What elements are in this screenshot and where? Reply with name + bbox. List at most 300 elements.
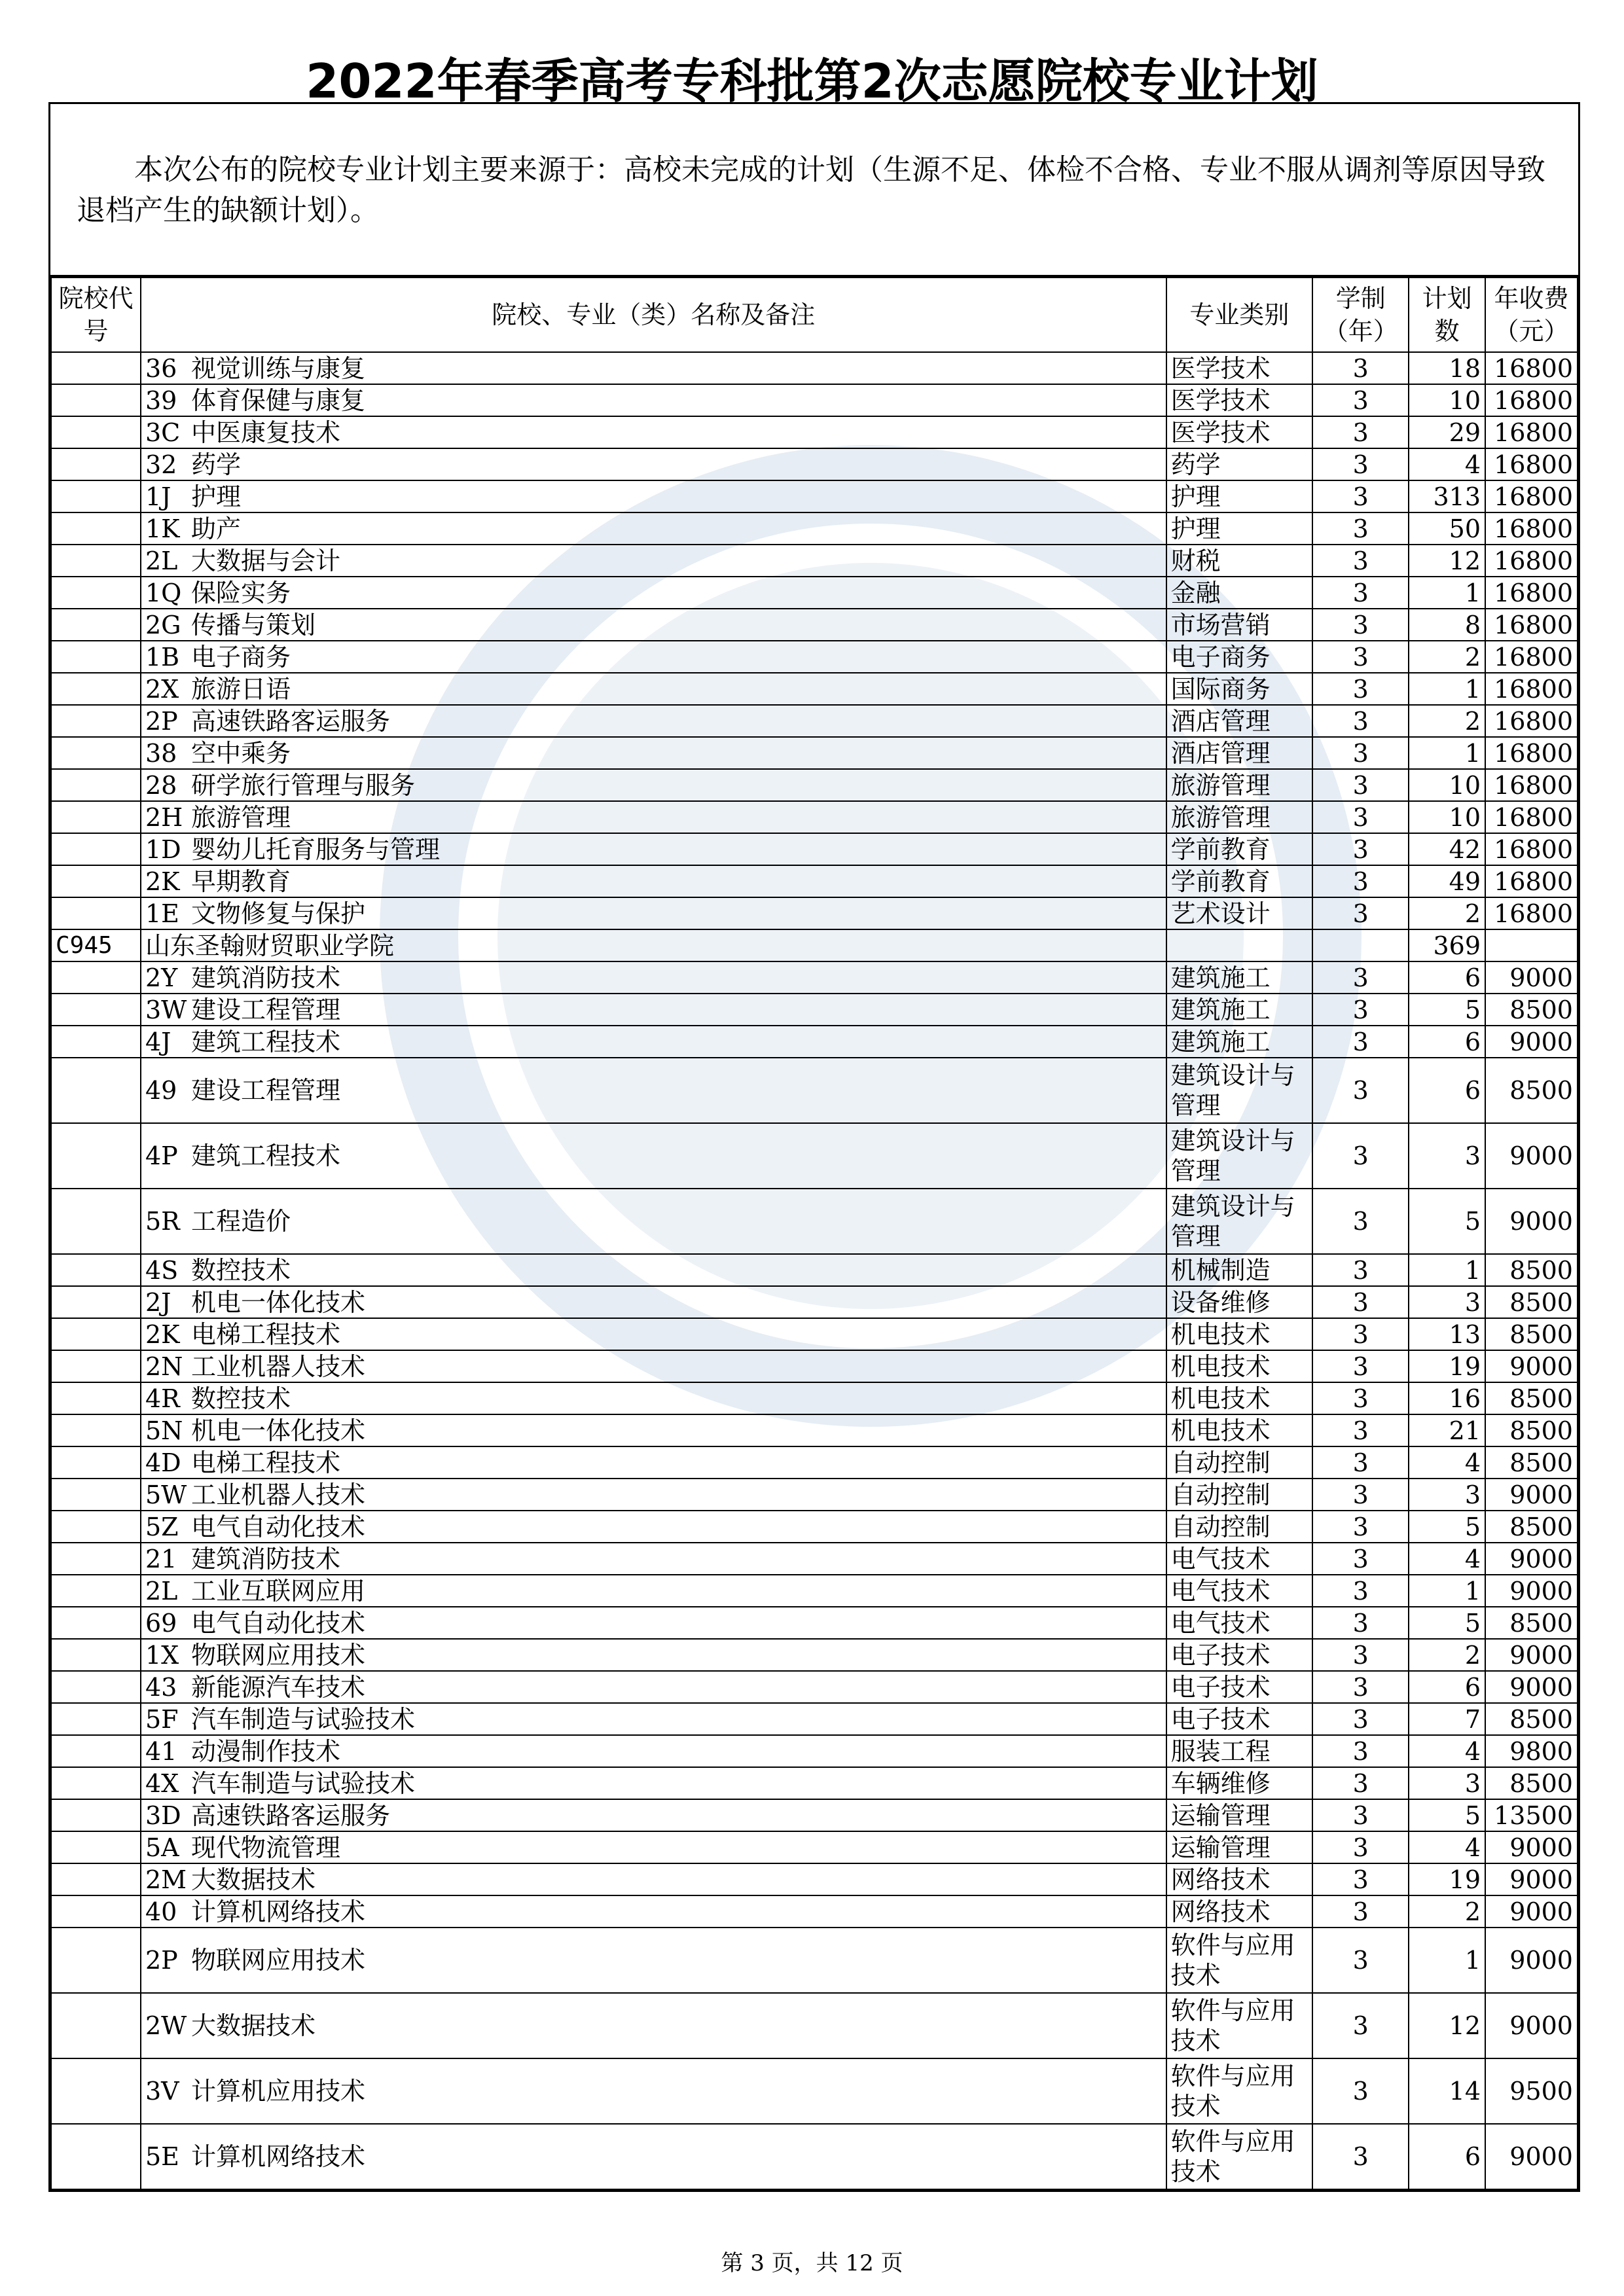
fee-cell: 16800 — [1485, 737, 1578, 769]
table-row — [51, 1993, 1578, 2058]
years-cell: 3 — [1312, 1286, 1409, 1318]
school-code-cell — [51, 1895, 141, 1928]
major-code: 2G — [145, 610, 181, 639]
fee-cell: 9000 — [1485, 1895, 1578, 1928]
major-code: 1X — [145, 1640, 179, 1670]
major-name: 电气自动化技术 — [190, 1512, 365, 1541]
table-row — [51, 801, 1578, 833]
years-cell: 3 — [1312, 1639, 1409, 1671]
major-code: 2H — [145, 802, 183, 832]
major-name: 工业互联网应用 — [190, 1576, 365, 1605]
major-name-cell — [141, 1543, 1166, 1575]
years-cell: 3 — [1312, 1671, 1409, 1703]
school-code-cell: C945 — [51, 929, 141, 961]
category-cell: 酒店管理 — [1166, 737, 1313, 769]
intro-paragraph — [50, 104, 1578, 277]
school-code-cell — [51, 545, 141, 577]
major-name: 电梯工程技术 — [190, 1448, 340, 1477]
major-name: 建筑工程技术 — [190, 1027, 340, 1056]
plan-count-cell: 4 — [1409, 1735, 1485, 1767]
category-cell: 艺术设计 — [1166, 897, 1313, 929]
table-row — [51, 512, 1578, 545]
major-name-cell — [141, 673, 1166, 705]
major-code: 38 — [145, 738, 177, 768]
plan-count-cell: 49 — [1409, 865, 1485, 897]
major-code: 49 — [145, 1076, 177, 1105]
years-cell: 3 — [1312, 1446, 1409, 1479]
category-cell: 运输管理 — [1166, 1799, 1313, 1831]
school-code-cell — [51, 1543, 141, 1575]
major-name-cell — [141, 448, 1166, 480]
table-row — [51, 1831, 1578, 1863]
years-cell: 3 — [1312, 1254, 1409, 1286]
table-row — [51, 673, 1578, 705]
major-name-cell — [141, 577, 1166, 609]
fee-cell: 8500 — [1485, 1414, 1578, 1446]
major-code: 32 — [145, 450, 177, 479]
table-row — [51, 545, 1578, 577]
major-name: 数控技术 — [190, 1255, 291, 1285]
years-cell: 3 — [1312, 2124, 1409, 2189]
table-row — [51, 577, 1578, 609]
category-cell: 旅游管理 — [1166, 769, 1313, 801]
fee-cell: 9000 — [1485, 1479, 1578, 1511]
category-cell: 酒店管理 — [1166, 705, 1313, 737]
category-cell — [1166, 929, 1313, 961]
category-cell: 机械制造 — [1166, 1254, 1313, 1286]
major-name: 电气自动化技术 — [190, 1608, 365, 1638]
major-code: 1K — [145, 514, 180, 543]
school-code-cell — [51, 897, 141, 929]
fee-cell: 8500 — [1485, 994, 1578, 1026]
major-code: 5A — [145, 1833, 179, 1862]
major-name: 电子商务 — [190, 642, 291, 672]
category-cell: 药学 — [1166, 448, 1313, 480]
fee-cell: 8500 — [1485, 1607, 1578, 1639]
major-name-cell — [141, 512, 1166, 545]
school-code-cell — [51, 641, 141, 673]
major-name-cell — [141, 1703, 1166, 1735]
table-row — [51, 416, 1578, 448]
major-name-cell — [141, 1799, 1166, 1831]
table-row — [51, 1254, 1578, 1286]
years-cell: 3 — [1312, 1863, 1409, 1895]
major-name: 文物修复与保护 — [190, 899, 365, 928]
major-name-cell — [141, 1123, 1166, 1189]
table-row — [51, 994, 1578, 1026]
years-cell: 3 — [1312, 1928, 1409, 1993]
category-cell: 建筑施工 — [1166, 1026, 1313, 1058]
fee-cell: 9000 — [1485, 1543, 1578, 1575]
plan-count-cell: 4 — [1409, 1543, 1485, 1575]
major-name: 体育保健与康复 — [190, 386, 365, 415]
school-code-cell — [51, 512, 141, 545]
major-code: 21 — [145, 1544, 177, 1573]
category-cell: 电子商务 — [1166, 641, 1313, 673]
major-name: 计算机应用技术 — [190, 2077, 365, 2106]
school-code-cell — [51, 1058, 141, 1123]
fee-cell: 16800 — [1485, 769, 1578, 801]
plan-count-cell: 4 — [1409, 448, 1485, 480]
school-code-cell — [51, 1286, 141, 1318]
plan-count-cell: 1 — [1409, 673, 1485, 705]
years-cell: 3 — [1312, 1735, 1409, 1767]
years-cell: 3 — [1312, 1318, 1409, 1350]
school-code-cell — [51, 577, 141, 609]
major-name-cell — [141, 769, 1166, 801]
major-code: 5R — [145, 1207, 180, 1236]
major-name-cell — [141, 897, 1166, 929]
table-row — [51, 1703, 1578, 1735]
major-name-cell — [141, 1446, 1166, 1479]
fee-cell: 16800 — [1485, 801, 1578, 833]
major-name-cell — [141, 737, 1166, 769]
plan-count-cell: 19 — [1409, 1350, 1485, 1382]
major-name: 机电一体化技术 — [190, 1416, 365, 1445]
table-row — [51, 609, 1578, 641]
table-row — [51, 641, 1578, 673]
category-cell: 医学技术 — [1166, 384, 1313, 416]
years-cell: 3 — [1312, 2058, 1409, 2124]
fee-cell: 16800 — [1485, 545, 1578, 577]
major-name-cell — [141, 801, 1166, 833]
major-name-cell — [141, 961, 1166, 994]
school-code-cell — [51, 1735, 141, 1767]
plan-count-cell: 3 — [1409, 1767, 1485, 1799]
plan-count-cell: 2 — [1409, 1639, 1485, 1671]
category-cell: 护理 — [1166, 512, 1313, 545]
table-row — [51, 448, 1578, 480]
years-cell: 3 — [1312, 1382, 1409, 1414]
school-code-cell — [51, 1479, 141, 1511]
school-code-cell — [51, 961, 141, 994]
major-name-cell — [141, 1254, 1166, 1286]
category-cell: 护理 — [1166, 480, 1313, 512]
major-name: 工程造价 — [190, 1207, 291, 1236]
fee-cell: 16800 — [1485, 897, 1578, 929]
school-code-cell — [51, 1799, 141, 1831]
major-name: 电梯工程技术 — [190, 1319, 340, 1349]
school-code-cell — [51, 2124, 141, 2189]
years-cell: 3 — [1312, 1831, 1409, 1863]
table-row — [51, 1058, 1578, 1123]
header-category: 专业类别 — [1166, 278, 1313, 352]
major-name-cell — [141, 1735, 1166, 1767]
major-name: 动漫制作技术 — [190, 1736, 340, 1766]
major-name: 高速铁路客运服务 — [190, 1801, 390, 1830]
major-name-cell — [141, 1382, 1166, 1414]
fee-cell: 8500 — [1485, 1058, 1578, 1123]
table-row — [51, 1414, 1578, 1446]
category-cell: 机电技术 — [1166, 1382, 1313, 1414]
plan-count-cell: 8 — [1409, 609, 1485, 641]
fee-cell: 9000 — [1485, 1993, 1578, 2058]
fee-cell: 8500 — [1485, 1318, 1578, 1350]
years-cell: 3 — [1312, 801, 1409, 833]
plan-count-cell: 7 — [1409, 1703, 1485, 1735]
category-cell: 财税 — [1166, 545, 1313, 577]
school-code-cell — [51, 1671, 141, 1703]
major-name-cell — [141, 1928, 1166, 1993]
years-cell: 3 — [1312, 1607, 1409, 1639]
years-cell: 3 — [1312, 352, 1409, 384]
fee-cell: 9800 — [1485, 1735, 1578, 1767]
fee-cell: 16800 — [1485, 865, 1578, 897]
plan-count-cell: 6 — [1409, 1671, 1485, 1703]
school-code-cell — [51, 480, 141, 512]
school-code-cell — [51, 1831, 141, 1863]
fee-cell: 8500 — [1485, 1767, 1578, 1799]
category-cell: 软件与应用技术 — [1166, 1928, 1313, 1993]
category-cell: 建筑施工 — [1166, 994, 1313, 1026]
major-name-cell — [141, 1286, 1166, 1318]
school-code-cell — [51, 1446, 141, 1479]
table-row — [51, 2124, 1578, 2189]
years-cell: 3 — [1312, 1414, 1409, 1446]
plan-count-cell: 5 — [1409, 1189, 1485, 1254]
category-cell: 自动控制 — [1166, 1479, 1313, 1511]
major-name: 视觉训练与康复 — [190, 353, 365, 383]
school-code-cell — [51, 1993, 141, 2058]
category-cell: 软件与应用技术 — [1166, 2124, 1313, 2189]
major-name-cell — [141, 1831, 1166, 1863]
category-cell: 医学技术 — [1166, 416, 1313, 448]
years-cell: 3 — [1312, 865, 1409, 897]
major-code: 69 — [145, 1608, 177, 1638]
major-name-cell — [141, 705, 1166, 737]
plan-count-cell: 1 — [1409, 737, 1485, 769]
table-row — [51, 1799, 1578, 1831]
page-title: 2022年春季高考专科批第2次志愿院校专业计划 — [306, 54, 1318, 109]
major-name: 中医康复技术 — [190, 418, 340, 447]
table-row — [51, 1639, 1578, 1671]
school-code-cell — [51, 384, 141, 416]
major-code: 2L — [145, 1576, 178, 1605]
school-code-cell — [51, 1382, 141, 1414]
plan-count-cell: 4 — [1409, 1831, 1485, 1863]
category-cell: 电子技术 — [1166, 1671, 1313, 1703]
major-code: 5N — [145, 1416, 183, 1445]
major-name-cell — [141, 1895, 1166, 1928]
fee-cell: 16800 — [1485, 480, 1578, 512]
major-code: 5F — [145, 1704, 179, 1734]
school-code-cell — [51, 1350, 141, 1382]
plan-count-cell: 2 — [1409, 897, 1485, 929]
major-code: 2M — [145, 1865, 187, 1894]
table-row — [51, 1446, 1578, 1479]
major-name: 物联网应用技术 — [190, 1946, 365, 1975]
fee-cell: 9500 — [1485, 2058, 1578, 2124]
category-cell: 电气技术 — [1166, 1607, 1313, 1639]
table-row — [51, 1863, 1578, 1895]
fee-cell: 9000 — [1485, 1863, 1578, 1895]
fee-cell: 8500 — [1485, 1703, 1578, 1735]
category-cell: 网络技术 — [1166, 1863, 1313, 1895]
plan-count-cell: 42 — [1409, 833, 1485, 865]
table-row — [51, 737, 1578, 769]
school-code-cell — [51, 1511, 141, 1543]
years-cell: 3 — [1312, 1799, 1409, 1831]
major-name-cell — [141, 1058, 1166, 1123]
category-cell: 建筑设计与管理 — [1166, 1058, 1313, 1123]
years-cell: 3 — [1312, 897, 1409, 929]
major-name: 护理 — [190, 482, 241, 511]
major-name-cell — [141, 641, 1166, 673]
major-name: 计算机网络技术 — [190, 2142, 365, 2171]
fee-cell: 16800 — [1485, 448, 1578, 480]
category-cell: 软件与应用技术 — [1166, 1993, 1313, 2058]
plan-count-cell: 3 — [1409, 1286, 1485, 1318]
document-frame — [48, 102, 1580, 2192]
fee-cell: 16800 — [1485, 673, 1578, 705]
major-name: 大数据技术 — [190, 1865, 316, 1894]
school-code-cell — [51, 865, 141, 897]
category-cell: 国际商务 — [1166, 673, 1313, 705]
years-cell: 3 — [1312, 416, 1409, 448]
fee-cell: 16800 — [1485, 609, 1578, 641]
category-cell: 电子技术 — [1166, 1639, 1313, 1671]
header-fee: 年收费（元） — [1485, 278, 1578, 352]
major-name-cell — [141, 1350, 1166, 1382]
major-name: 建设工程管理 — [190, 995, 340, 1024]
fee-cell: 16800 — [1485, 512, 1578, 545]
header-years: 学制（年） — [1312, 278, 1409, 352]
years-cell: 3 — [1312, 1189, 1409, 1254]
category-cell: 自动控制 — [1166, 1511, 1313, 1543]
plan-count-cell: 3 — [1409, 1123, 1485, 1189]
school-code-cell — [51, 1254, 141, 1286]
major-name-cell — [141, 1479, 1166, 1511]
school-code-cell — [51, 1767, 141, 1799]
table-row — [51, 1189, 1578, 1254]
years-cell — [1312, 929, 1409, 961]
major-name-cell — [141, 416, 1166, 448]
plan-count-cell: 1 — [1409, 1575, 1485, 1607]
table-row — [51, 897, 1578, 929]
major-name-cell — [141, 1639, 1166, 1671]
years-cell: 3 — [1312, 609, 1409, 641]
fee-cell: 13500 — [1485, 1799, 1578, 1831]
major-code: 2P — [145, 1946, 178, 1975]
plan-count-cell: 369 — [1409, 929, 1485, 961]
table-row — [51, 833, 1578, 865]
major-code: 36 — [145, 353, 177, 383]
years-cell: 3 — [1312, 705, 1409, 737]
category-cell: 网络技术 — [1166, 1895, 1313, 1928]
category-cell: 车辆维修 — [1166, 1767, 1313, 1799]
fee-cell: 16800 — [1485, 705, 1578, 737]
school-code-cell — [51, 737, 141, 769]
table-row — [51, 1895, 1578, 1928]
years-cell: 3 — [1312, 577, 1409, 609]
major-code: 28 — [145, 770, 177, 800]
school-code-cell — [51, 673, 141, 705]
plan-count-cell: 3 — [1409, 1479, 1485, 1511]
major-name: 机电一体化技术 — [190, 1287, 365, 1317]
plan-count-cell: 12 — [1409, 1993, 1485, 2058]
school-code-cell — [51, 609, 141, 641]
major-code: 1B — [145, 642, 180, 672]
major-name: 旅游日语 — [190, 674, 291, 704]
plan-count-cell: 14 — [1409, 2058, 1485, 2124]
major-name: 工业机器人技术 — [190, 1352, 365, 1381]
years-cell: 3 — [1312, 737, 1409, 769]
plan-count-cell: 5 — [1409, 1799, 1485, 1831]
years-cell: 3 — [1312, 1511, 1409, 1543]
table-row — [51, 480, 1578, 512]
major-name: 婴幼儿托育服务与管理 — [190, 834, 440, 864]
table-row — [51, 1382, 1578, 1414]
major-code: 5Z — [145, 1512, 179, 1541]
major-name-cell — [141, 994, 1166, 1026]
plan-count-cell: 5 — [1409, 1607, 1485, 1639]
school-code-cell — [51, 2058, 141, 2124]
school-code-cell — [51, 352, 141, 384]
category-cell: 电子技术 — [1166, 1703, 1313, 1735]
major-name-cell — [141, 1026, 1166, 1058]
category-cell: 软件与应用技术 — [1166, 2058, 1313, 2124]
fee-cell: 8500 — [1485, 1286, 1578, 1318]
school-code-cell — [51, 1703, 141, 1735]
years-cell: 3 — [1312, 1350, 1409, 1382]
fee-cell: 8500 — [1485, 1254, 1578, 1286]
major-name: 保险实务 — [190, 578, 291, 607]
major-name: 工业机器人技术 — [190, 1480, 365, 1509]
years-cell: 3 — [1312, 1479, 1409, 1511]
plan-table — [50, 277, 1578, 2190]
major-name-cell — [141, 833, 1166, 865]
major-name-cell — [141, 545, 1166, 577]
major-code: 2K — [145, 867, 180, 896]
major-code: 40 — [145, 1897, 177, 1926]
plan-count-cell: 10 — [1409, 769, 1485, 801]
plan-count-cell: 16 — [1409, 1382, 1485, 1414]
major-code: 2P — [145, 706, 178, 736]
plan-count-cell: 10 — [1409, 384, 1485, 416]
major-code: 2L — [145, 546, 178, 575]
major-name: 高速铁路客运服务 — [190, 706, 390, 736]
plan-count-cell: 5 — [1409, 994, 1485, 1026]
category-cell: 旅游管理 — [1166, 801, 1313, 833]
fee-cell: 9000 — [1485, 1928, 1578, 1993]
major-name: 大数据技术 — [190, 2011, 316, 2040]
page-footer: 第 3 页，共 12 页 — [721, 2250, 903, 2276]
major-name-cell — [141, 384, 1166, 416]
major-code: 1Q — [145, 578, 182, 607]
table-row — [51, 1671, 1578, 1703]
fee-cell: 16800 — [1485, 416, 1578, 448]
major-code: 4J — [145, 1027, 171, 1056]
header-name: 院校、专业（类）名称及备注 — [141, 278, 1166, 352]
fee-cell: 8500 — [1485, 1446, 1578, 1479]
fee-cell: 8500 — [1485, 1511, 1578, 1543]
table-row — [51, 1607, 1578, 1639]
plan-count-cell: 29 — [1409, 416, 1485, 448]
major-code: 2X — [145, 674, 179, 704]
category-cell: 机电技术 — [1166, 1414, 1313, 1446]
plan-count-cell: 1 — [1409, 577, 1485, 609]
table-row — [51, 384, 1578, 416]
years-cell: 3 — [1312, 384, 1409, 416]
school-code-cell — [51, 994, 141, 1026]
table-row — [51, 2058, 1578, 2124]
school-code-cell — [51, 801, 141, 833]
major-code: 43 — [145, 1672, 177, 1702]
years-cell: 3 — [1312, 1895, 1409, 1928]
major-name: 旅游管理 — [190, 802, 291, 832]
major-name-cell — [141, 1318, 1166, 1350]
table-row — [51, 1350, 1578, 1382]
